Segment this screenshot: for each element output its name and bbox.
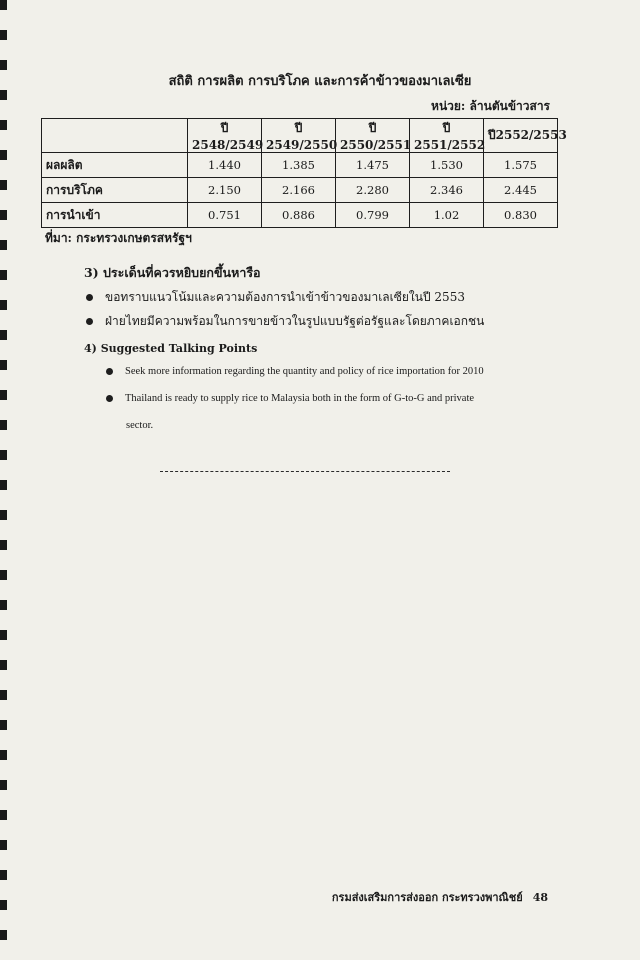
section-3-heading: 3) ประเด็นที่ควรหยิบยกขึ้นหารือ — [84, 265, 261, 280]
table-cell: 1.02 — [410, 203, 484, 228]
row-label-import: การนำเข้า — [42, 203, 188, 228]
rice-statistics-table — [41, 118, 567, 228]
list-item — [106, 366, 484, 377]
table-cell: 1.575 — [484, 153, 558, 178]
table-cell: 0.886 — [262, 203, 336, 228]
table-cell: 2.280 — [336, 178, 410, 203]
header-empty-cell — [42, 119, 188, 153]
table-cell: 1.385 — [262, 153, 336, 178]
page-number: 48 — [532, 891, 548, 904]
page-footer — [332, 888, 548, 906]
unit-label: หน่วย: ล้านตันข้าวสาร — [431, 99, 550, 113]
table-cell: 1.440 — [188, 153, 262, 178]
header-year-2548: ปี 2548/2549 — [188, 119, 262, 153]
list-item — [106, 393, 474, 404]
header-year-2551: ปี 2551/2552 — [410, 119, 484, 153]
source-note: ที่มา: กระทรวงเกษตรสหรัฐฯ — [45, 231, 192, 245]
bullet-icon — [106, 368, 113, 375]
table-row — [42, 178, 558, 203]
section-4-heading: 4) Suggested Talking Points — [84, 342, 258, 355]
bullet-continuation: sector. — [126, 420, 154, 431]
table-cell: 1.475 — [336, 153, 410, 178]
table-cell: 2.346 — [410, 178, 484, 203]
table-cell: 1.530 — [410, 153, 484, 178]
table-header-row — [42, 119, 558, 153]
table-cell: 0.830 — [484, 203, 558, 228]
dashed-divider — [160, 471, 450, 472]
bullet-text: ฝ่ายไทยมีความพร้อมในการขายข้าวในรูปแบบรัฐต่อรัฐและโดยภาคเอกชน — [105, 314, 485, 328]
bullet-icon — [86, 294, 93, 301]
header-year-2550: ปี 2550/2551 — [336, 119, 410, 153]
bullet-text: Thailand is ready to supply rice to Malaysia both in the form of G-to-G and private — [125, 393, 475, 404]
bullet-text: ขอทราบแนวโน้มและความต้องการนำเข้าข้าวของมาเลเซียในปี 2553 — [105, 290, 465, 304]
table-row — [42, 153, 558, 178]
list-item — [86, 288, 465, 307]
bullet-text: Seek more information regarding the quantity and policy of rice importation for 2010 — [125, 366, 484, 377]
table-cell: 2.150 — [188, 178, 262, 203]
footer-org: กรมส่งเสริมการส่งออก กระทรวงพาณิชย์ — [331, 891, 523, 904]
table-row — [42, 203, 558, 228]
table-cell: 2.445 — [484, 178, 558, 203]
header-year-2549: ปี 2549/2550 — [262, 119, 336, 153]
table-cell: 2.166 — [262, 178, 336, 203]
table-cell: 0.799 — [336, 203, 410, 228]
list-item — [86, 312, 484, 331]
table-cell: 0.751 — [188, 203, 262, 228]
row-label-production: ผลผลิต — [42, 153, 188, 178]
document-title: สถิติ การผลิต การบริโภค และการค้าข้าวของมาเลเซีย — [168, 74, 472, 89]
row-label-consumption: การบริโภค — [42, 178, 188, 203]
header-year-2552: ปี2552/2553 — [484, 119, 558, 153]
bullet-icon — [106, 395, 113, 402]
bullet-icon — [86, 318, 93, 325]
